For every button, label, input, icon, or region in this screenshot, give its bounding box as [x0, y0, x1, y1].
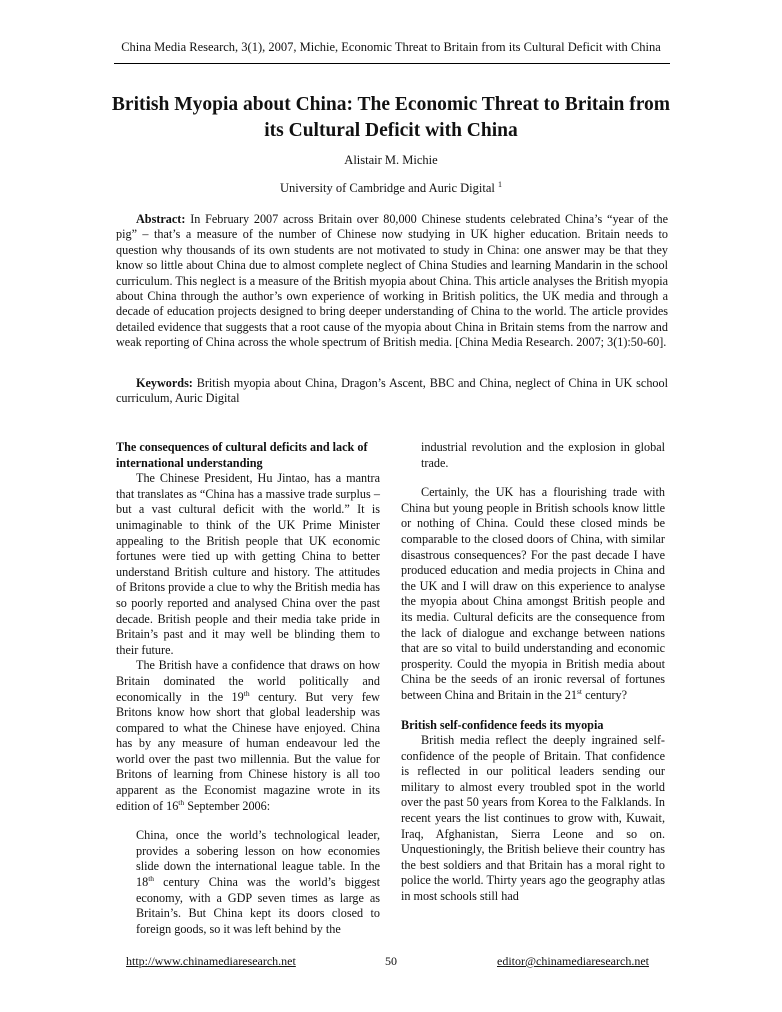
editor-email-link[interactable]: editor@chinamediaresearch.net [497, 954, 649, 968]
article-title: British Myopia about China: The Economic Threat to Britain from its Cultural Deficit with China [111, 94, 671, 141]
text-run: September 2006: [184, 798, 271, 813]
journal-url-link[interactable]: http://www.chinamediaresearch.net [126, 954, 296, 968]
running-head: China Media Research, 3(1), 2007, Michie, Economic Threat to Britain from its Cultural Deficit with China [121, 40, 661, 54]
text-run: China, once the world’s technological leader, provides a sobering lesson on how economies slide down the international league table. In the 18 [136, 828, 380, 890]
abstract-text: In February 2007 across Britain over 80,000 Chinese students celebrated China’s “year of the pig” – that’s a measure of the number of Chinese now studying in UK higher education. Britain needs to question why thousands of its own students are not motivated to study in China: one answer may be that they know so little about China due to almost complete neglect of China Studies and learning Mandarin in the school curriculum. This neglect is a measure of the British myopia about China. This article analyses the British myopia about China through the author’s own experience of working in British politics, the UK media and through a decade of education projects designed to bring deeper understanding of China to the world. The article provides detailed evidence that suggests that a root cause of the myopia about China in Britain stems from the narrow and weak reporting of China across the whole spectrum of British media. [China Media Research. 2007; 3(1):50-60]. [116, 212, 668, 350]
text-run: century? [582, 687, 628, 702]
author-name: Alistair M. Michie [344, 153, 438, 167]
paragraph: British media reflect the deeply ingrained self-confidence of the people of Britain. That confidence is reflected in our political leaders sending our military to almost every troubled spot in the world over the past 50 years from Korea to the Falklands. In recent years the list continues to grow with, Kuwait, Iraq, Afghanistan, Sierra Leone and so on. Unquestioningly, the British believe their country has the best soldiers and that Britain has a moral right to police the world. Thirty years ago the geography atlas in most schools still had [401, 733, 665, 904]
text-run: The British have a confidence that draws on how Britain dominated the world politically and economically in the 19 [116, 658, 380, 704]
page-number: 50 [385, 954, 397, 968]
affiliation [0, 180, 782, 196]
text-run: century. But very few Britons know how short that global leadership was compared to what the Chinese have enjoyed. China has by any measure of human endeavour led the world over the past two millennia. But the value for Britons of learning from Chinese history is all too apparent as the Economist magazine wrote in its edition of 16 [116, 689, 380, 813]
keywords-text: British myopia about China, Dragon’s Ascent, BBC and China, neglect of China in UK school curriculum, Auric Digital [116, 376, 669, 406]
affiliation-footnote-mark: 1 [498, 180, 502, 189]
section-heading-cultural-deficits: The consequences of cultural deficits and lack of international understanding [116, 440, 368, 470]
text-run: Certainly, the UK has a flourishing trade with China but young people in British schools know little or nothing of China. Could these closed minds be comparable to the closed doors of China, with similar disastrous consequences? For the past decade I have produced education and media projects in China and the UK and I will draw on this experience to analyse the myopia about China amongst British people and its media. Cultural deficits are the consequence from the lack of dialogue and exchange between nations that are so vital to build understanding and economic prosperity. Could the myopia in British media about China be the seeds of an ironic reversal of fortunes between China and Britain in the 21 [401, 485, 665, 702]
left-column [116, 440, 380, 937]
keywords-label: Keywords: [136, 376, 193, 390]
right-column [401, 440, 665, 905]
paragraph [116, 658, 380, 814]
ordinal-suffix: th [148, 873, 155, 883]
paragraph [401, 485, 665, 703]
text-run: century China was the world’s biggest economy, with a GDP seven times as large as Britain’s. But China kept its doors closed to foreign goods, so it was left behind by the [136, 875, 380, 936]
header-rule [114, 63, 670, 64]
abstract-label: Abstract: [136, 212, 186, 226]
section-heading-self-confidence: British self-confidence feeds its myopia [401, 717, 604, 732]
paragraph: The Chinese President, Hu Jintao, has a mantra that translates as “China has a massive trade surplus – but a vast cultural deficit with the world.” It is unimaginable to think of the UK Prime Minister appealing to the British people that UK economic fortunes were tied up with getting China to better understand British culture and history. The attitudes of Britons provide a clue to why the British media has so poorly reported and analysed China over the past decade. British people and their media take pride in Britain’s past and it may well be blinding them to their future. [116, 471, 381, 657]
block-quote-continued: industrial revolution and the explosion in global trade. [421, 440, 665, 470]
block-quote [136, 828, 380, 937]
abstract [116, 212, 668, 351]
ordinal-suffix: th [243, 688, 250, 698]
ordinal-suffix: th [178, 797, 185, 807]
ordinal-suffix: st [577, 686, 583, 696]
affiliation-text: University of Cambridge and Auric Digital [279, 181, 495, 196]
keywords [116, 376, 668, 407]
